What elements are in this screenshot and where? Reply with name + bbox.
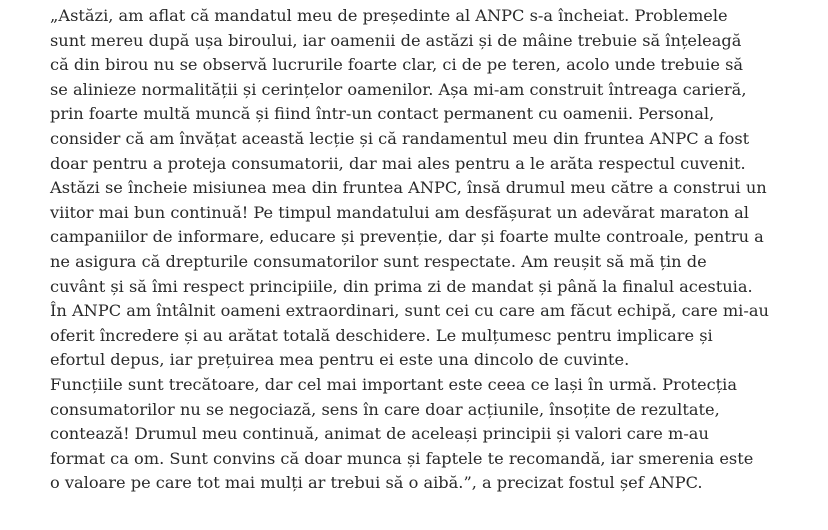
article-quote <box>50 4 820 496</box>
quote-line: cuvânt și să îmi respect principiile, din prima zi de mandat și până la finalul acestuia. <box>50 276 753 296</box>
quote-line: ne asigura că drepturile consumatorilor sunt respectate. Am reușit să mă țin de <box>50 251 707 271</box>
quote-line: contează! Drumul meu continuă, animat de aceleași principii și valori care m-au <box>50 424 709 444</box>
quote-line: se alinieze normalității și cerințelor oamenilor. Așa mi-am construit întreaga carieră, <box>50 79 747 99</box>
quote-line: oferit încredere și au arătat totală deschidere. Le mulțumesc pentru implicare și <box>50 325 713 345</box>
quote-line: prin foarte multă muncă și fiind într-un contact permanent cu oamenii. Personal, <box>50 104 715 124</box>
quote-line: „Astăzi, am aflat că mandatul meu de președinte al ANPC s-a încheiat. Problemele <box>50 6 728 25</box>
quote-line: consumatorilor nu se negociază, sens în care doar acțiunile, însoțite de rezultate, <box>50 399 720 419</box>
quote-line: doar pentru a proteja consumatorii, dar mai ales pentru a le arăta respectul cuvenit. <box>50 153 746 173</box>
quote-line: sunt mereu după ușa biroului, iar oamenii de astăzi și de mâine trebuie să înțeleagă <box>50 30 742 50</box>
quote-line: Astăzi se încheie misiunea mea din fruntea ANPC, însă drumul meu către a construi un <box>50 178 767 198</box>
quote-line: viitor mai bun continuă! Pe timpul mandatului am desfășurat un adevărat maraton al <box>50 202 749 222</box>
quote-line: efortul depus, iar prețuirea mea pentru ei este una dincolo de cuvinte. <box>50 350 630 370</box>
quote-line: că din birou nu se observă lucrurile foarte clar, ci de pe teren, acolo unde trebuie să <box>50 55 744 75</box>
quote-line: campaniilor de informare, educare și prevenție, dar și foarte multe controale, pentru a <box>50 227 764 247</box>
quote-line: consider că am învățat această lecție și că randamentul meu din fruntea ANPC a fost <box>50 128 750 148</box>
quote-line: Funcțiile sunt trecătoare, dar cel mai important este ceea ce lași în urmă. Protecția <box>50 374 738 394</box>
quote-line: În ANPC am întâlnit oameni extraordinari, sunt cei cu care am făcut echipă, care mi-au <box>50 301 769 321</box>
quote-line: format ca om. Sunt convins că doar munca și faptele te recomandă, iar smerenia este <box>50 448 754 468</box>
quote-line: o valoare pe care tot mai mulți ar trebui să o aibă.”, a precizat fostul șef ANPC. <box>50 473 703 493</box>
